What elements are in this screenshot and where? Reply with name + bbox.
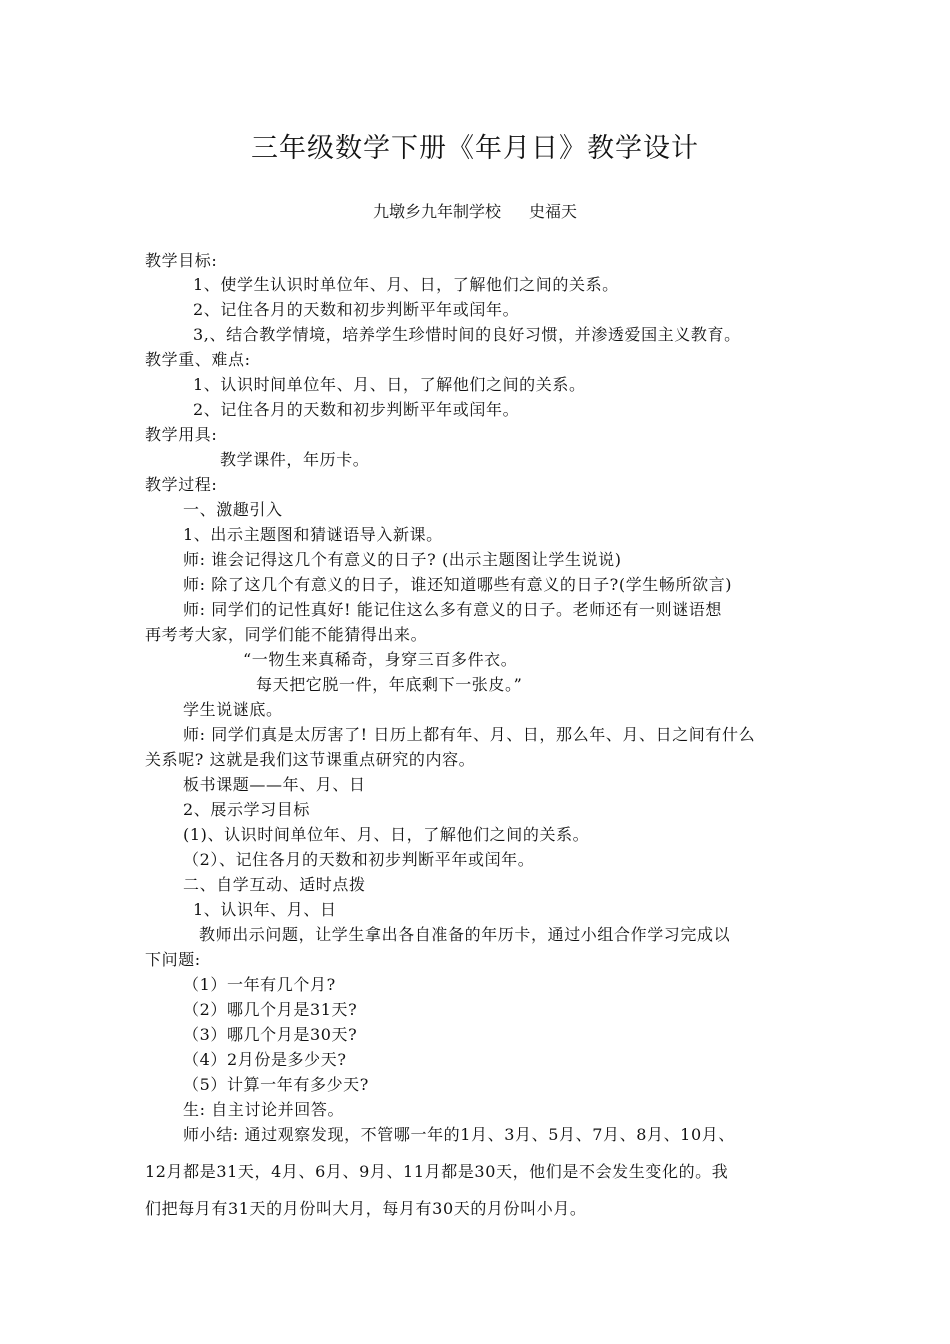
process-line: 一、激趣引入 [183,500,283,519]
section-heading-key-points: 教学重、难点: [145,350,251,369]
section-heading-goals: 教学目标: [145,251,218,270]
tools-text: 教学课件，年历卡。 [220,450,370,469]
process-line: 师: 谁会记得这几个有意义的日子? (出示主题图让学生说说) [183,550,622,569]
process-line: （2）、记住各月的天数和初步判断平年或闰年。 [183,850,535,869]
process-line: 师: 除了这几个有意义的日子，谁还知道哪些有意义的日子?(学生畅所欲言) [183,575,733,594]
summary-line: 师小结: 通过观察发现，不管哪一年的1月、3月、5月、7月、8月、10月、 [183,1125,735,1144]
process-line: 师: 同学们真是太厉害了! 日历上都有年、月、日，那么年、月、日之间有什么 [183,725,756,744]
process-line: 师: 同学们的记性真好! 能记住这么多有意义的日子。老师还有一则谜语想 [183,600,722,619]
process-line: 2、展示学习目标 [183,800,310,819]
process-line: 板书课题——年、月、日 [183,775,366,794]
question-item: （5）计算一年有多少天? [183,1075,369,1094]
section-heading-process: 教学过程: [145,475,218,494]
process-line: (1)、认识时间单位年、月、日，了解他们之间的关系。 [183,825,590,844]
process-line: 生: 自主讨论并回答。 [183,1100,345,1119]
process-line: 学生说谜底。 [183,700,283,719]
question-item: （3）哪几个月是30天? [183,1025,358,1044]
question-item: （4）2月份是多少天? [183,1050,347,1069]
process-line: 1、出示主题图和猜谜语导入新课。 [183,525,443,544]
process-line: 关系呢? 这就是我们这节课重点研究的内容。 [145,750,476,769]
author-line [0,200,950,224]
question-item: （1）一年有几个月? [183,975,336,994]
summary-line: 们把每月有31天的月份叫大月，每月有30天的月份叫小月。 [145,1199,587,1218]
process-line: 下问题: [145,950,201,969]
document-title: 三年级数学下册《年月日》教学设计 [251,133,699,164]
process-line: 再考考大家，同学们能不能猜得出来。 [145,625,428,644]
riddle-line: “一物生来真稀奇，身穿三百多件衣。 [243,650,518,669]
author-name: 史福天 [529,202,578,221]
process-line: 1、认识年、月、日 [193,900,337,919]
summary-line: 12月都是31天，4月、6月、9月、11月都是30天，他们是不会发生变化的。我 [145,1162,729,1181]
key-point-item: 2、记住各月的天数和初步判断平年或闰年。 [193,400,520,419]
goal-item: 3,、结合教学情境，培养学生珍惜时间的良好习惯，并渗透爱国主义教育。 [193,325,741,344]
key-point-item: 1、认识时间单位年、月、日，了解他们之间的关系。 [193,375,586,394]
goal-item: 1、使学生认识时单位年、月、日，了解他们之间的关系。 [193,275,619,294]
process-line: 教师出示问题，让学生拿出各自准备的年历卡，通过小组合作学习完成以 [199,925,731,944]
riddle-line: 每天把它脱一件，年底剩下一张皮。” [256,675,523,694]
question-item: （2）哪几个月是31天? [183,1000,358,1019]
goal-item: 2、记住各月的天数和初步判断平年或闰年。 [193,300,520,319]
section-heading-tools: 教学用具: [145,425,218,444]
author-school: 九墩乡九年制学校 [372,202,501,221]
process-line: 二、自学互动、适时点拨 [183,875,366,894]
